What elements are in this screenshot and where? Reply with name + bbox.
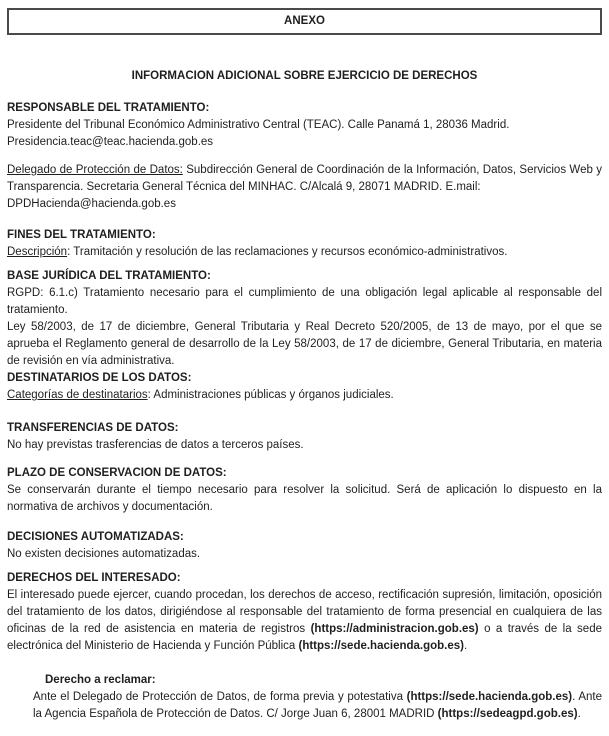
reclamar-text-c: . <box>577 708 581 720</box>
section-heading-transferencias: TRANSFERENCIAS DE DATOS: <box>7 422 179 434</box>
fines-paragraph <box>7 244 602 261</box>
section-heading-decisiones: DECISIONES AUTOMATIZADAS: <box>7 531 184 543</box>
reclamar-text-a: Ante el Delegado de Protección de Datos, de forma previa y potestativa <box>33 691 407 703</box>
derechos-text-c: . <box>464 640 468 652</box>
destinatarios-paragraph <box>7 387 602 404</box>
reclamar-url-sedeagpd: (https://sedeagpd.gob.es) <box>437 708 578 720</box>
reclamar-url-sede-hacienda: (https://sede.hacienda.gob.es) <box>406 691 573 703</box>
section-responsable <box>7 100 602 213</box>
section-fines <box>7 227 602 261</box>
anexo-title: ANEXO <box>284 15 325 27</box>
section-heading-derechos: DERECHOS DEL INTERESADO: <box>7 572 181 584</box>
base-juridica-rgpd-paragraph: RGPD: 6.1.c) Tratamiento necesario para el cumplimiento de una obligación legal aplicable al responsable del tratamiento. <box>7 287 602 316</box>
transferencias-text: No hay previstas trasferencias de datos a terceros países. <box>7 439 304 451</box>
section-plazo <box>7 465 602 516</box>
section-heading-plazo: PLAZO DE CONSERVACION DE DATOS: <box>7 467 227 479</box>
derechos-url-sede-hacienda: (https://sede.hacienda.gob.es) <box>298 640 464 652</box>
derechos-url-administracion: (https://administracion.gob.es) <box>310 623 479 635</box>
section-destinatarios <box>7 370 602 404</box>
reclamar-paragraph <box>33 689 602 723</box>
responsable-address-line: Presidente del Tribunal Económico Administrativo Central (TEAC). Calle Panamá 1, 28036 Madrid. <box>7 119 510 131</box>
derechos-paragraph <box>7 587 602 655</box>
base-juridica-ley-paragraph: Ley 58/2003, de 17 de diciembre, General Tributaria y Real Decreto 520/2005, de 13 de mayo, por el que se aprueba el Reglamento general de desarrollo de la Ley 58/2003, de 17 de diciembre, General Tributaria, en materia de revisión en vía administrativa. <box>7 321 602 367</box>
section-decisiones <box>7 529 602 563</box>
fines-text: : Tramitación y resolución de las reclamaciones y recursos económico-administrativos. <box>67 246 508 258</box>
dpo-paragraph <box>7 162 602 196</box>
reclamar-text-b: . Ante la Agencia Española de Protección de Datos. C/ Jorge Juan 6, 28001 MADRID <box>33 691 602 720</box>
section-heading-responsable: RESPONSABLE DEL TRATAMIENTO: <box>7 102 210 114</box>
derechos-text-b: o a través de la sede electrónica del Ministerio de Hacienda y Función Pública <box>7 623 602 652</box>
responsable-email: Presidencia.teac@teac.hacienda.gob.es <box>7 136 214 148</box>
destinatarios-text: : Administraciones públicas y órganos judiciales. <box>147 389 394 401</box>
section-transferencias <box>7 420 602 454</box>
main-heading: INFORMACION ADICIONAL SOBRE EJERCICIO DE DERECHOS <box>131 70 478 82</box>
section-derechos <box>7 570 602 723</box>
anexo-box <box>7 8 602 35</box>
destinatarios-label: Categorías de destinatarios <box>7 389 148 401</box>
section-heading-destinatarios: DESTINATARIOS DE LOS DATOS: <box>7 372 192 384</box>
derechos-text-a: El interesado puede ejercer, cuando procedan, los derechos de acceso, rectificación supresión, limitación, oposición del tratamiento de los datos, dirigiéndose al responsable del tratamiento de forma presencial en cualquiera de las oficinas de la red de asistencia en materia de registros <box>7 589 602 635</box>
dpo-email: DPDHacienda@hacienda.gob.es <box>7 198 176 210</box>
reclamar-heading: Derecho a reclamar: <box>45 674 156 686</box>
section-heading-base-juridica: BASE JURÍDICA DEL TRATAMIENTO: <box>7 270 211 282</box>
section-base-juridica <box>7 268 602 370</box>
dpo-label: Delegado de Protección de Datos: <box>7 164 183 176</box>
section-heading-fines: FINES DEL TRATAMIENTO: <box>7 229 156 241</box>
fines-label: Descripción <box>7 246 68 258</box>
decisiones-text: No existen decisiones automatizadas. <box>7 548 201 560</box>
plazo-text: Se conservarán durante el tiempo necesario para resolver la solicitud. Será de aplicación lo dispuesto en la normativa de archivos y documentación. <box>7 484 602 513</box>
dpo-text: Subdirección General de Coordinación de la Información, Datos, Servicios Web y Transparencia. Secretaria General Técnica del MINHAC. C/Alcalá 9, 28071 MADRID. E.mail: <box>7 164 602 193</box>
